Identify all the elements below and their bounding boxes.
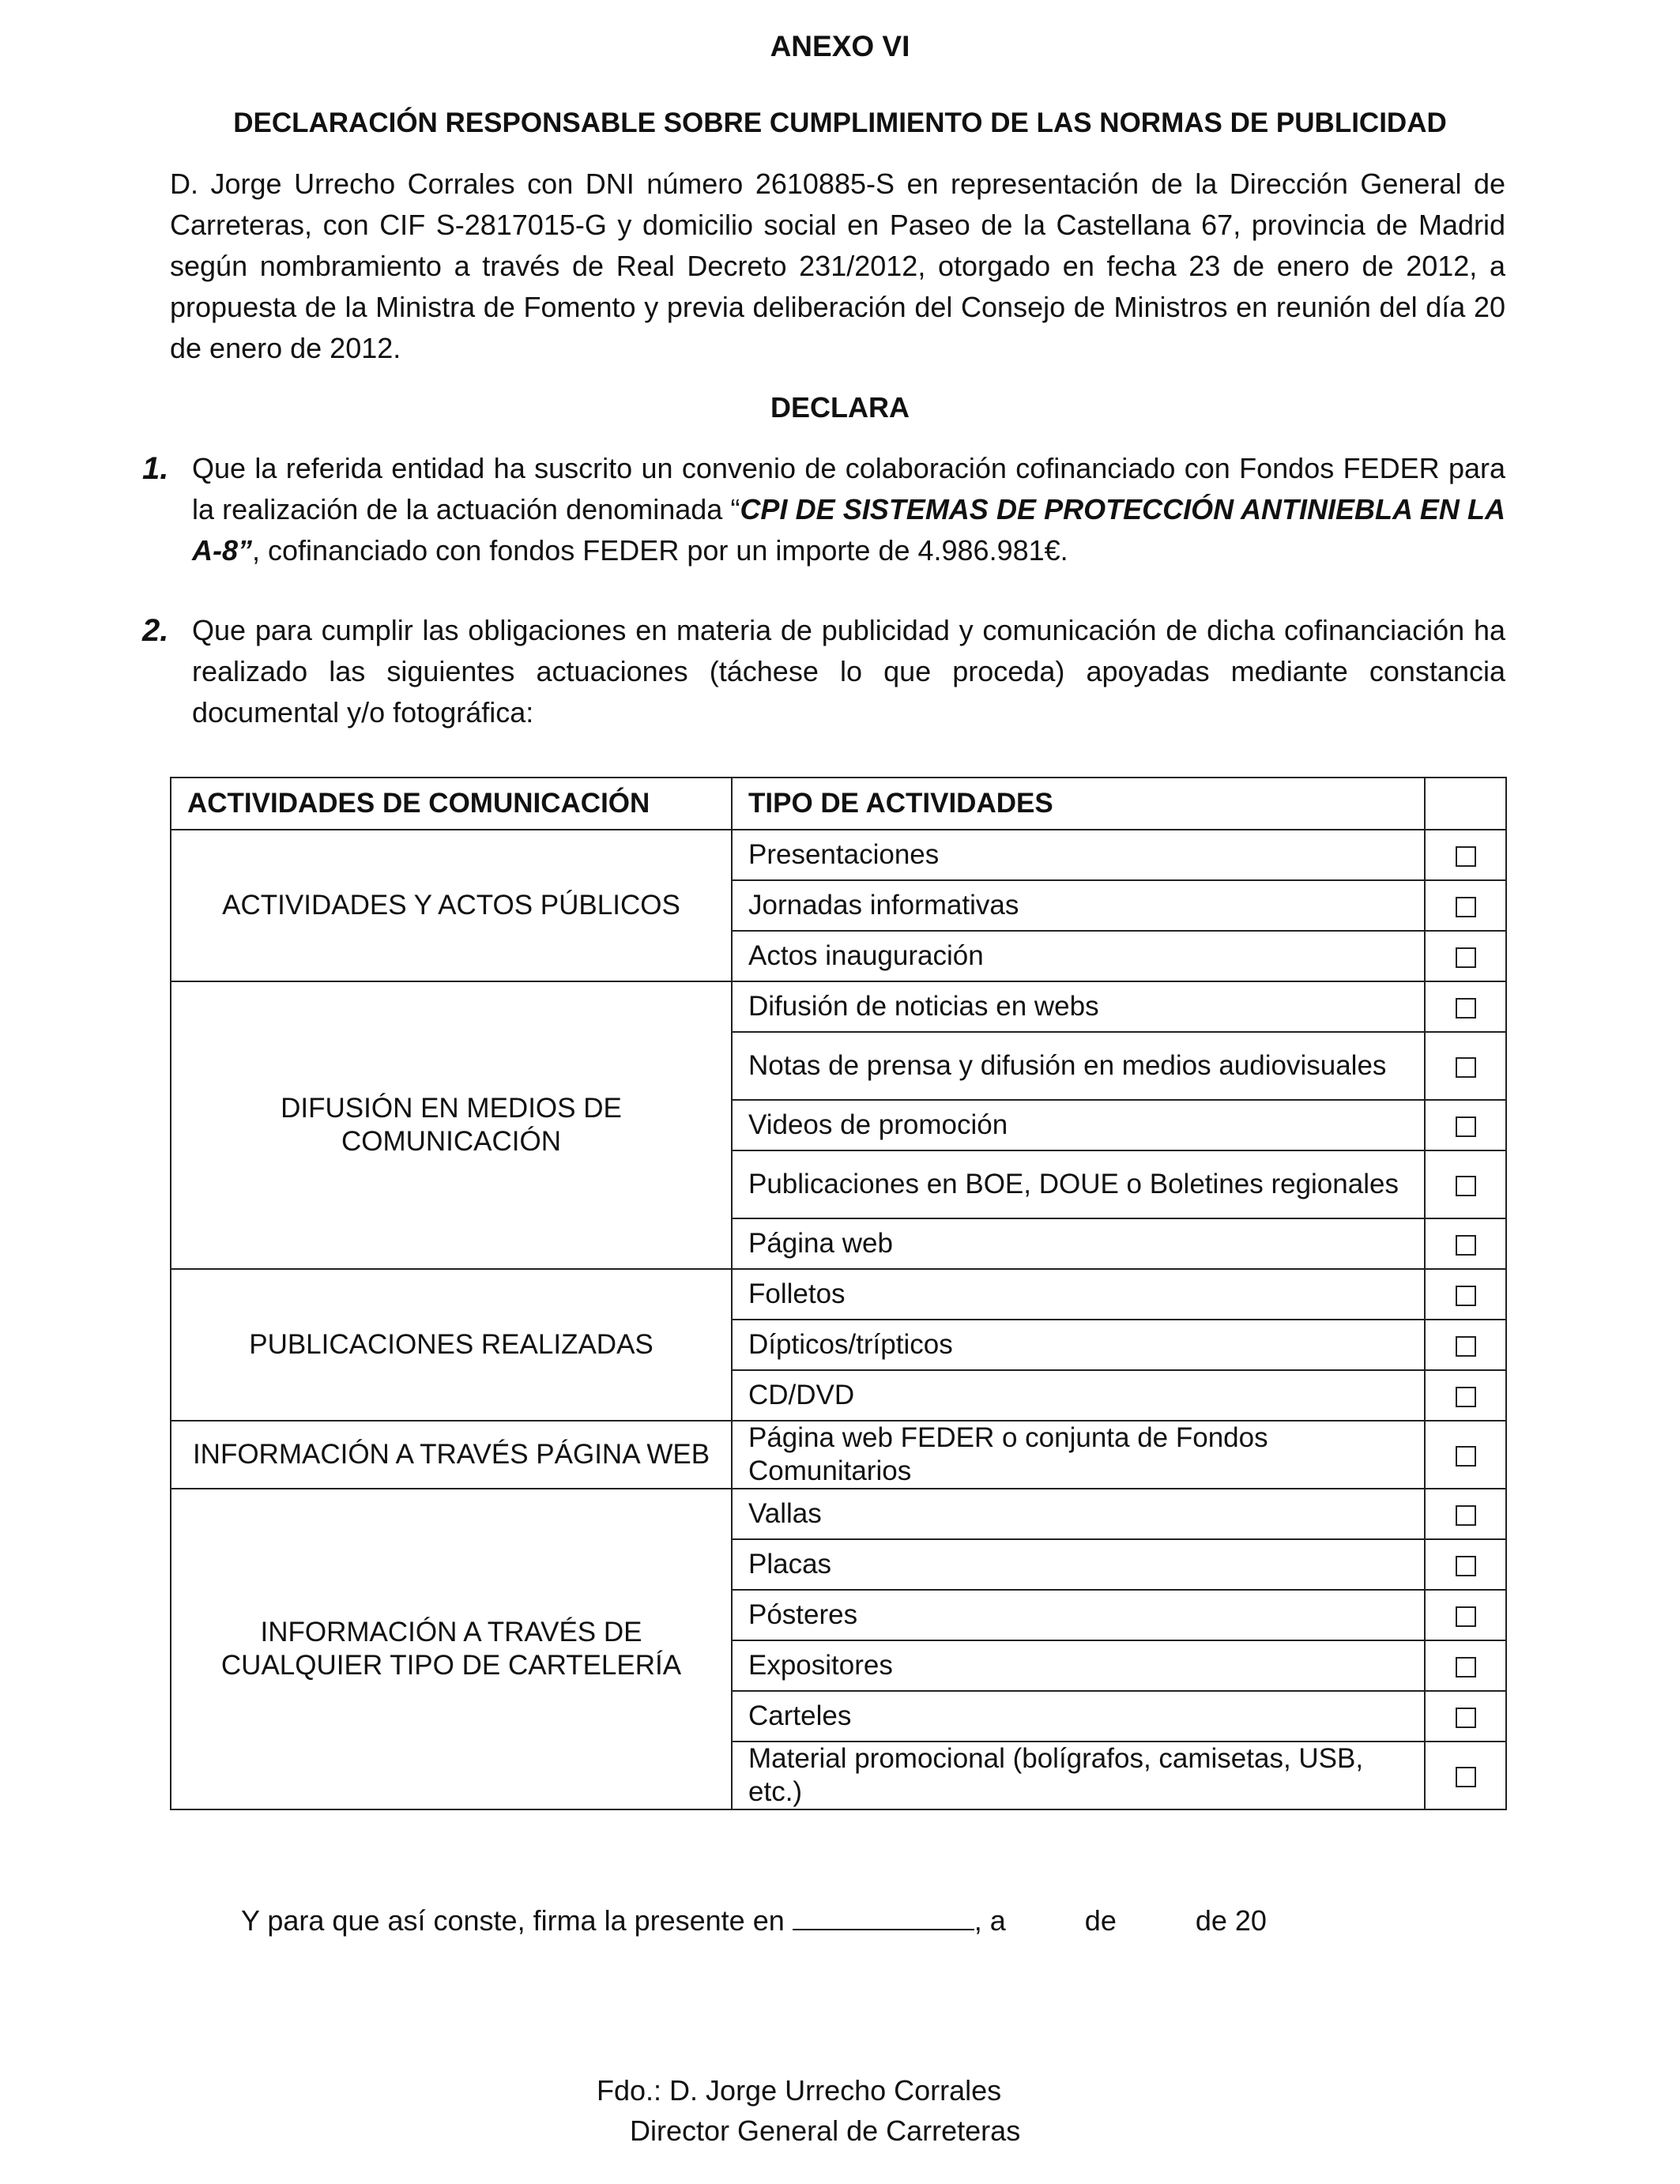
table-row [171, 1489, 1506, 1539]
project-name: CPI DE SISTEMAS DE PROTECCIÓN ANTINIEBLA EN LA A-8 [192, 493, 1505, 567]
checkbox-cell [1425, 1590, 1506, 1640]
checkbox-cell [1425, 1269, 1506, 1320]
activity-type: Notas de prensa y difusión en medios audiovisuales [732, 1032, 1425, 1100]
activity-group-label: ACTIVIDADES Y ACTOS PÚBLICOS [171, 830, 732, 981]
activity-type: Difusión de noticias en webs [732, 981, 1425, 1032]
table-row [171, 830, 1506, 880]
signer-role: Director General de Carreteras [630, 2114, 1021, 2147]
activity-type: Presentaciones [732, 830, 1425, 880]
checkbox-cell [1425, 1489, 1506, 1539]
activity-type: Publicaciones en BOE, DOUE o Boletines regionales [732, 1150, 1425, 1218]
declara-heading: DECLARA [770, 391, 910, 424]
activity-type: Dípticos/trípticos [732, 1320, 1425, 1370]
checkbox[interactable] [1456, 1505, 1476, 1526]
checkbox[interactable] [1456, 998, 1476, 1019]
checkbox-cell [1425, 1370, 1506, 1421]
checkbox[interactable] [1456, 1235, 1476, 1256]
checkbox-cell [1425, 1100, 1506, 1150]
table-row [171, 1269, 1506, 1320]
declaration-item-1 [142, 448, 1505, 571]
table-header-row [171, 778, 1506, 830]
checkbox[interactable] [1456, 1057, 1476, 1078]
activity-type: Actos inauguración [732, 931, 1425, 981]
project-close-quote: ” [238, 534, 253, 567]
activities-table [170, 777, 1507, 1810]
activity-type: Vallas [732, 1489, 1425, 1539]
checkbox-cell [1425, 1742, 1506, 1809]
activity-type: Página web FEDER o conjunta de Fondos Comunitarios [732, 1421, 1425, 1489]
checkbox-cell [1425, 1539, 1506, 1590]
activity-type: Folletos [732, 1269, 1425, 1320]
item-text-after: , cofinanciado con fondos FEDER por un importe de 4.986.981€. [252, 534, 1068, 567]
activity-group-label: INFORMACIÓN A TRAVÉS PÁGINA WEB [171, 1421, 732, 1489]
table-row [171, 1421, 1506, 1489]
checkbox[interactable] [1456, 1556, 1476, 1576]
activity-group-label: INFORMACIÓN A TRAVÉS DE CUALQUIER TIPO DE CARTELERÍA [171, 1489, 732, 1809]
checkbox-cell [1425, 1218, 1506, 1269]
activity-type: CD/DVD [732, 1370, 1425, 1421]
header-check [1425, 778, 1506, 830]
checkbox[interactable] [1456, 1708, 1476, 1728]
checkbox[interactable] [1456, 1767, 1476, 1787]
checkbox[interactable] [1456, 1116, 1476, 1137]
table-row [171, 981, 1506, 1032]
header-communication-activities: ACTIVIDADES DE COMUNICACIÓN [171, 778, 732, 830]
activity-type: Carteles [732, 1691, 1425, 1742]
checkbox-cell [1425, 931, 1506, 981]
signature-line [241, 1904, 1267, 1937]
checkbox-cell [1425, 981, 1506, 1032]
checkbox[interactable] [1456, 846, 1476, 867]
activity-group-label: DIFUSIÓN EN MEDIOS DE COMUNICACIÓN [171, 981, 732, 1269]
signature-text-before: Y para que así conste, firma la presente en [241, 1904, 793, 1937]
checkbox[interactable] [1456, 1657, 1476, 1678]
activity-type: Material promocional (bolígrafos, camisetas, USB, etc.) [732, 1742, 1425, 1809]
activity-type: Expositores [732, 1640, 1425, 1691]
item-text [192, 448, 1505, 571]
checkbox[interactable] [1456, 897, 1476, 917]
checkbox[interactable] [1456, 1286, 1476, 1306]
signature-text-after: , a de de 20 [974, 1904, 1267, 1937]
place-blank[interactable] [793, 1905, 974, 1930]
activity-group-label: PUBLICACIONES REALIZADAS [171, 1269, 732, 1421]
activity-type: Pósteres [732, 1590, 1425, 1640]
checkbox[interactable] [1456, 1176, 1476, 1196]
checkbox[interactable] [1456, 1606, 1476, 1627]
intro-paragraph: D. Jorge Urrecho Corrales con DNI número 2610885-S en representación de la Dirección General de Carreteras, con CIF S-2817015-G y domicilio social en Paseo de la Castellana 67, provincia de Madrid según nombramiento a través de Real Decreto 231/2012, otorgado en fecha 23 de enero de 2012, a propuesta de la Ministra de Fomento y previa deliberación del Consejo de Ministros en reunión del día 20 de enero de 2012. [170, 168, 1505, 364]
checkbox-cell [1425, 1320, 1506, 1370]
checkbox-cell [1425, 1032, 1506, 1100]
item-text-before: Que la referida entidad ha suscrito un convenio de colaboración cofinanciado con Fondos FEDER para la realización de la actuación denominada “ [192, 452, 1505, 525]
checkbox[interactable] [1456, 1446, 1476, 1467]
declaration-item-2 [142, 610, 1505, 733]
activity-type: Jornadas informativas [732, 880, 1425, 931]
checkbox-cell [1425, 1691, 1506, 1742]
activity-type: Página web [732, 1218, 1425, 1269]
item-number: 1. [142, 451, 169, 486]
item-number: 2. [142, 613, 169, 648]
signer-name: Fdo.: D. Jorge Urrecho Corrales [597, 2074, 1002, 2107]
checkbox-cell [1425, 830, 1506, 880]
checkbox-cell [1425, 1640, 1506, 1691]
annex-title: ANEXO VI [770, 30, 910, 62]
checkbox[interactable] [1456, 1387, 1476, 1407]
checkbox-cell [1425, 1421, 1506, 1489]
table-body [171, 830, 1506, 1809]
declaration-heading: DECLARACIÓN RESPONSABLE SOBRE CUMPLIMIENTO DE LAS NORMAS DE PUBLICIDAD [233, 107, 1447, 138]
activity-type: Placas [732, 1539, 1425, 1590]
checkbox[interactable] [1456, 1336, 1476, 1357]
checkbox-cell [1425, 880, 1506, 931]
item-text: Que para cumplir las obligaciones en materia de publicidad y comunicación de dicha cofinanciación ha realizado las siguientes actuaciones (táchese lo que proceda) apoyadas mediante constancia documental y/o fotográfica: [192, 614, 1505, 729]
header-activity-type: TIPO DE ACTIVIDADES [732, 778, 1425, 830]
activity-type: Videos de promoción [732, 1100, 1425, 1150]
checkbox-cell [1425, 1150, 1506, 1218]
checkbox[interactable] [1456, 947, 1476, 968]
